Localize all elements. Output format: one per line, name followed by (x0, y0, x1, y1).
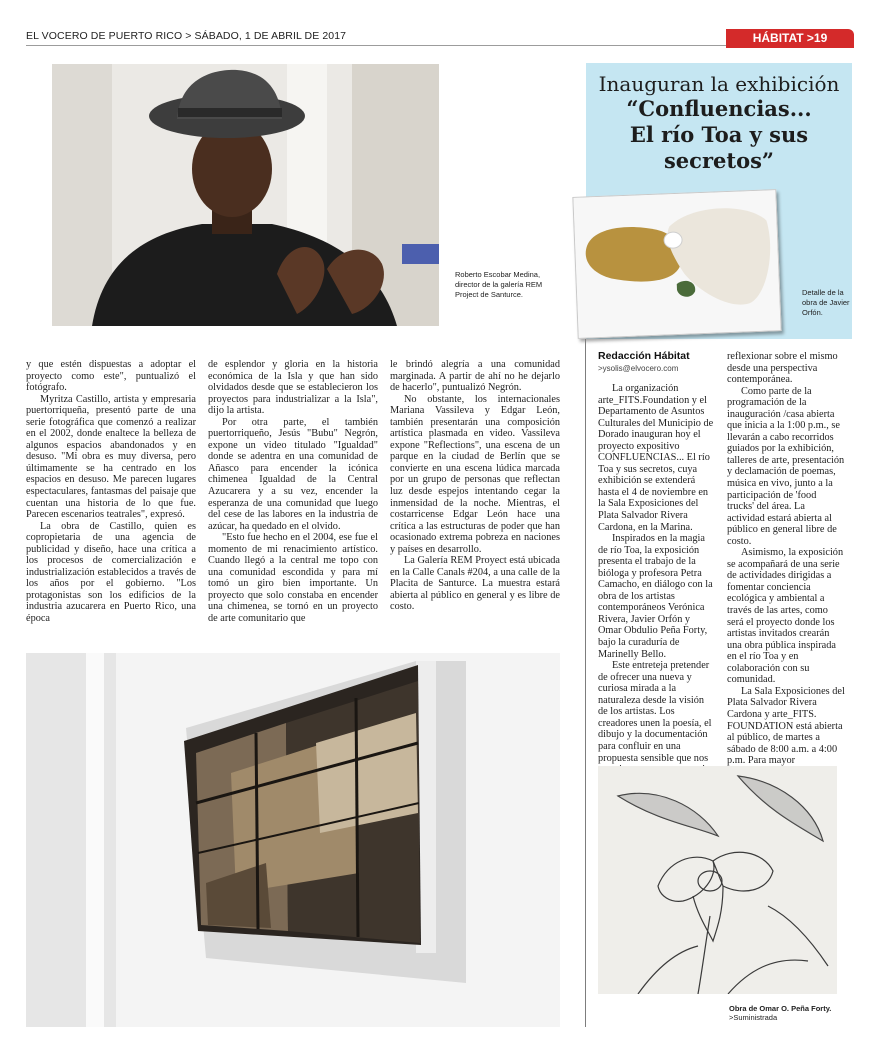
paragraph: de esplendor y gloria en la historia económica de la Isla y que han sido olvidados desde que se establecieron los proyectos para industrializar a la Isla", dijo la artista. (208, 359, 378, 417)
paragraph: "Esto fue hecho en el 2004, ese fue el momento de mi renacimiento artístico. Cuando llegó a la central me topo con una comunidad escondida y para mí tomó un giro bien importante. Un proyecto que solo constaba en encender una chimenea, se tornó en un proyecto de arte comunitario que (208, 532, 378, 625)
paragraph: Este entreteja pretender de ofrecer una nueva y curiosa mirada a la naturaleza desde la visión de los artistas. Los creadores unen la poesía, el dibujo y la documentación para confluir en una propuesta sensible que nos (598, 660, 712, 764)
portrait-caption: Roberto Escobar Medina, director de la galería REM Project de Santurce. (455, 270, 543, 299)
sidebar-title-line: El río Toa y sus (629, 122, 809, 147)
botanical-drawing (598, 766, 837, 994)
sidebar-title-line: secretos” (663, 148, 774, 173)
sidebar-photo-caption: Detalle de la obra de Javier Orfón. (802, 288, 850, 317)
sidebar-column-2 (727, 351, 845, 790)
paragraph: La Galería REM Proyect está ubicada en la Calle Canals #204, a una calle de la Placita de Santurce. La muestra estará abierta al público en general y es libre de costo. (390, 555, 560, 613)
paragraph: Como parte de la programación de la inauguración /casa abierta que inicia a la 1:00 p.m., se llevarán a cabo recorridos guiados por la exhibición, talleres de arte, presentación y declamación de poemas, música en vivo, junto a la participación de 'food trucks' del área. La actividad estará abierta al público en general libre de costo. (727, 385, 845, 547)
sidebar-photo (572, 189, 781, 339)
paragraph: La obra de Castillo, quien es copropietaria de una agencia de publicidad y diseño, hace una crítica a los procesos de comercialización e industrialización establecidos a través de los años por el gobierno. "Los protagonistas son los edificios de la industria azucarera en Puerto Rico, una época (26, 520, 196, 625)
masthead: EL VOCERO DE PUERTO RICO > SÁBADO, 1 DE ABRIL DE 2017 (26, 30, 347, 42)
paragraph: y que estén dispuestas a adoptar el proyecto como este", puntualizó el fotógrafo. (26, 359, 196, 394)
sidebar-column-1 (598, 383, 716, 787)
paragraph: La organización arte_FITS.Foundation y el Departamento de Asuntos Culturales del Municipio de Dorado inauguran hoy el proyecto expositivo CONFLUENCIAS... El río Toa y sus secretos, cuya exhibición se extenderá hasta el 4 de noviembre en la Sala Exposiciones del Plata Salvador Rivera Cardona, en la Marina. (598, 383, 714, 533)
sidebar-divider (585, 339, 586, 1027)
drawing-caption-text: Obra de Omar O. Peña Forty. (729, 1004, 832, 1013)
paragraph: Asimismo, la exposición se acompañará de una serie de actividades dirigidas a fomentar conciencia ecológica y ambiental a través de las artes, como será el proyecto donde los artistas invitados crearán una obra pública inspirada en el río Toa y en colaboración con su comunidad. (727, 547, 844, 686)
article-column-3 (390, 359, 560, 613)
drawing-caption (729, 1004, 831, 1022)
sidebar-title-line: “Confluencias... (626, 96, 812, 121)
drawing-credit: >Suministrada (729, 1013, 778, 1022)
paragraph: le brindó alegría a una comunidad marginada. A partir de ahí no he dejarlo de hacerlo", puntualizó Negrón. (390, 359, 560, 394)
paragraph: Myritza Castillo, artista y empresaria puertorriqueña, presentó parte de una serie fotográfica que comenzó a realizar en el 2002, donde enaltece la belleza de algunos espacios abandonados y en desuso. "Mi obra es muy diversa, pero últimamente se ha centrado en los espacios en desuso. Me parecen lugares espectaculares, fantasmas del paisaje que cuentan una historia de lo que fue. Parecen escenarios teatrales", expresó. (26, 393, 196, 521)
paragraph: Inspirados en la magia de río Toa, la exposición presenta el trabajo de la bióloga y profesora Petra Camacho, en diálogo con la obra de los artistas contemporáneos Verónica Rivera, Javier Orfón y Omar Obdulio Peña Forty, bajo la curaduría de Marinelly Bello. (598, 533, 713, 660)
paragraph: La Sala Exposiciones del Plata Salvador Rivera Cardona y arte_FITS. FOUNDATION está abierta al público, de martes a sábado de 8:00 a.m. a 4:00 p.m. Para mayor (727, 685, 845, 767)
sidebar-title (586, 72, 852, 174)
paragraph: reflexionar sobre el mismo desde una perspectiva contemporánea. (727, 351, 838, 386)
sidebar-title-line: Inauguran la exhibición (598, 72, 840, 96)
byline-email: >ysolis@elvocero.com (598, 364, 679, 373)
gallery-photo (26, 653, 560, 1027)
section-tab: HÁBITAT >19 (726, 29, 854, 48)
article-column-2 (208, 359, 378, 625)
paragraph: No obstante, los internacionales Mariana Vassileva y Edgar León, también presentarán una composición artística plasmada en video. Vassileva expone "Reflections", una escena de un parque en la ciudad de Berlín que se convierte en una escena lúdica marcada por un grupo de personas que reflectan luz desde espejos intentando cegar la inmensidad de la noche. Mientras, el costarricense Edgar León hace una crítica a las estructuras de poder que han ocasionado extrema pobreza en naciones y países en desarrollo. (390, 393, 560, 555)
header-divider (26, 45, 726, 46)
byline: Redacción Hábitat (598, 350, 690, 362)
article-column-1 (26, 359, 196, 625)
portrait-photo (52, 64, 439, 326)
paragraph: Por otra parte, el también puertorriqueño, Jesús "Bubu" Negrón, expone un video titulado "Igualdad" donde se adentra en una comunidad de Añasco para encender la icónica chimenea Igualdad de la Central Azucarera y a su vez, encender la esperanza de una comunidad que luego del cese de las labores en la industria de azúcar, ha quedado en el olvido. (208, 416, 378, 532)
